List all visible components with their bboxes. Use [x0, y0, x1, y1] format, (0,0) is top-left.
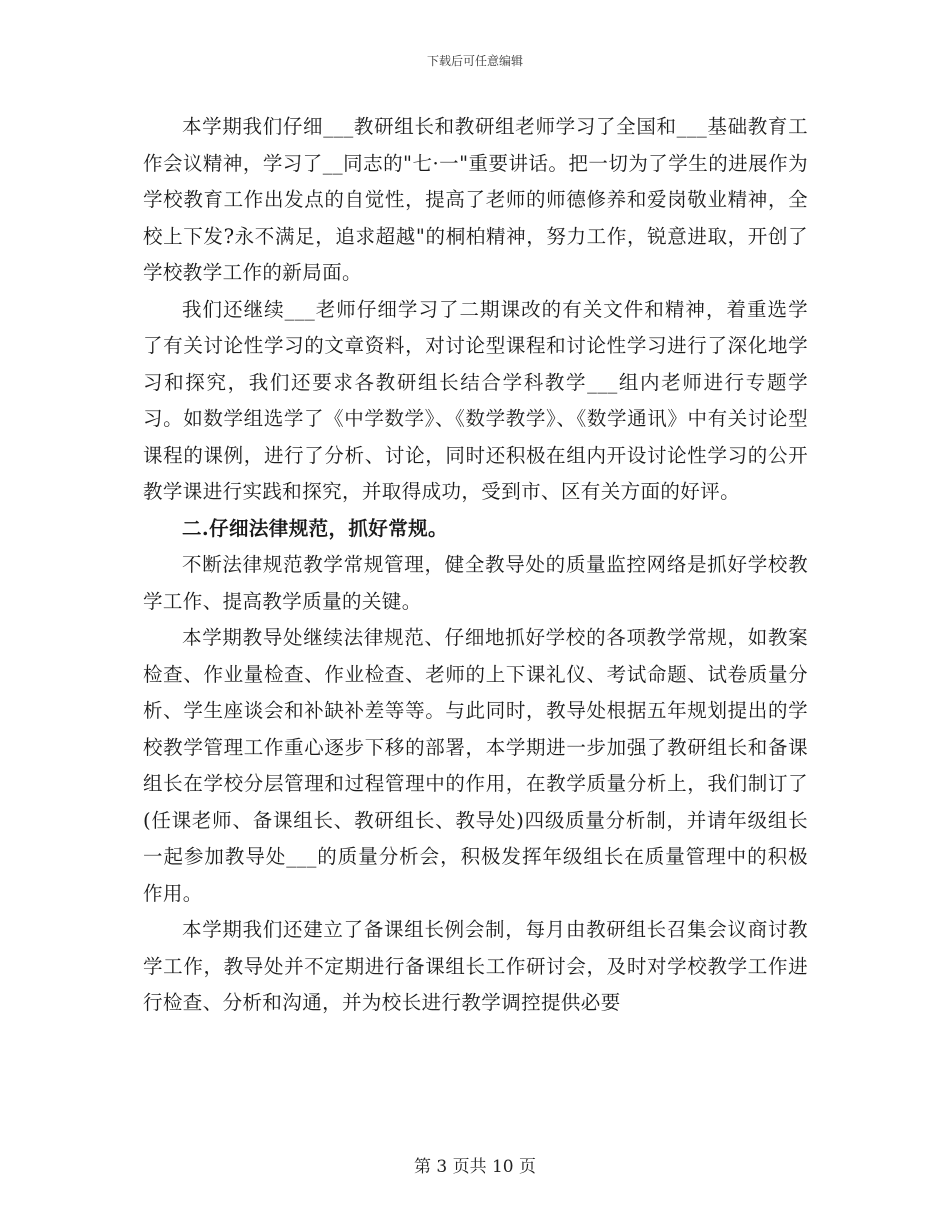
paragraph-study-meeting-spirit: 本学期我们仔细___教研组长和教研组老师学习了全国和___基础教育工作会议精神，学习了__同志的"七·一"重要讲话。把一切为了学生的进展作为学校教育工作出发点的自觉性，提高了老师的师德修养和爱岗敬业精神，全校上下发?永不满足，追求超越"的桐柏精神，努力工作，锐意进取，开创了学校教学工作的新局面。 [143, 115, 808, 284]
paragraph-curriculum-reform-study: 我们还继续___老师仔细学习了二期课改的有关文件和精神，着重选学了有关讨论性学习的文章资料，对讨论型课程和讨论性学习进行了深化地学习和探究，我们还要求各教研组长结合学科教学___组内老师进行专题学习。如数学组选学了《中学数学》、《数学教学》、《数学通讯》中有关讨论型课程的课例，进行了分析、讨论，同时还积极在组内开设讨论性学习的公开教学课进行实践和探究，并取得成功，受到市、区有关方面的好评。 [143, 297, 808, 503]
paragraph-group-leader-meetings: 本学期我们还建立了备课组长例会制，每月由教研组长召集会议商讨教学工作，教导处并不定期进行备课组长工作研讨会，及时对学校教学工作进行检查、分析和沟通，并为校长进行教学调控提供必要 [143, 918, 808, 1014]
paragraph-quality-monitoring: 不断法律规范教学常规管理，健全教导处的质量监控网络是抓好学校教学工作、提高教学质量的关键。 [143, 553, 808, 613]
page-header: 下载后可任意编辑 [426, 54, 523, 68]
paragraph-teaching-routines: 本学期教导处继续法律规范、仔细地抓好学校的各项教学常规，如教案检查、作业量检查、作业检查、老师的上下课礼仪、考试命题、试卷质量分析、学生座谈会和补缺补差等等。与此同时，教导处根据五年规划提出的学校教学管理工作重心逐步下移的部署，本学期进一步加强了教研组长和备课组长在学校分层管理和过程管理中的作用，在教学质量分析上，我们制订了(任课老师、备课组长、教研组长、教导处)四级质量分析制，并请年级组长一起参加教导处___的质量分析会，积极发挥年级组长在质量管理中的积极作用。 [143, 626, 808, 905]
page-number-footer: 第 3 页共 10 页 [413, 1157, 537, 1177]
document-body [143, 109, 808, 1022]
section-heading-routine-management: 二.仔细法律规范，抓好常规。 [182, 516, 448, 540]
